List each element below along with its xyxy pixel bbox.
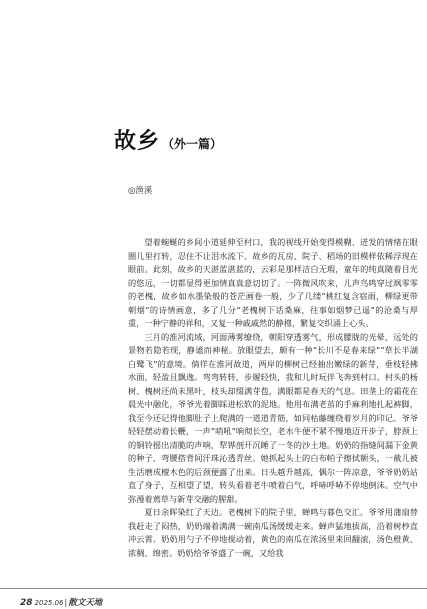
author-byline: ◎渔溪 <box>128 186 153 196</box>
magazine-name: 散文天地 <box>68 598 103 608</box>
paragraph: 三月的淮河流域，河面薄雾缭绕，朝阳穿透雾气，形成朦胧的光晕，远处的景物若隐若现，静谧而神秘。放眼望去，颇有一种“长川不是春来绿”“草长半湖白鹭飞”的意境。倘徉在淮河故道，两岸的柳树已经抽出嫩绿的新芽，垂枝轻拂水面，轻盈且飘逸。弯弯转转，步履轻快，我和儿时玩伴飞奔到村口。村头的杨树、槐树还尚未黑叶，枝头却缀满芽苞，满眼都是春天的气息。田垄上的霜花在晨光中融化，爷爷光着脚踩进松软的泥地。他用布满老茧的手麻利地扎起裤脚，我至今还记得他脚肚子上爬满的一道道青筋，如同枯藤缠绕着岁月的印记。爷爷轻轻摆动着长鞭，一声“哨吼”响彻长空，老水牛便不紧不慢地迈开步子，脖颈上的铜铃摇出清脆的声响，犁铧剖开沉睡了一冬的沙土地。奶奶的指缝间漏下金黄的种子，弯腰搭背间汗珠沁透青丝。她抓起头上的白布帕子擦拭额头，一截儿被生活磨成檀木色的后颈便露了出来。日头越升越高，偶尔一阵凉意，爷爷奶奶站直了身子，互相望了望，转头看着老牛喷着白气，呼哧呼哧不停地倒沫。空气中弥漫着蔫草与新芽交融的腥甜。 <box>128 331 418 504</box>
footer-rule <box>0 588 427 589</box>
article-subtitle: （外一篇） <box>162 137 223 151</box>
footer-separator: | <box>64 598 68 607</box>
paragraph: 望着蜿蜒的乡间小道延伸至村口，我的视线开始变得模糊、迸发的情绪在眼圈儿里打转，忍住不让泪水流下。故乡的瓦房、院子、稻场的旧模样依稀浮现在眼前。此刻，故乡的天湛蓝湛蓝的，云彩是那样洁白无瑕，童年的纯真随着目光的悠远，一切都显得更加情真真意切切了。一阵微风吹来，儿声鸟鸣穿过飒零零的老槐，故乡如水墨染般的苍茫画卷一般，少了几缕“桃红复含宿雨，柳绿更带朝烟”的诗情画意，多了几分“老槐树下话桑麻，往事如烟梦已遥”的沧桑与厚重，一种宁静的祥和，又复一种戚戚然的静穆，繁复交织涌上心头。 <box>128 237 418 328</box>
issue-number: 2025.06 <box>34 599 64 607</box>
article-body <box>128 236 418 560</box>
paragraph: 夏日余晖染红了天边。老槐树下的院子里，蝉鸣与暮色交汇。爷爷用蒲扇替我赶走了闷热，奶奶端着满满一碗南瓜汤缓缓走来。蝉声猛地拔高，沿着树杪直冲云霄。奶奶用勺子不停地搅动着，黄色的南瓜在浓汤里来回翻滚，汤色橙黄、浓稠、绵密。奶奶给爷爷盛了一碗，又给我 <box>128 507 418 558</box>
article-title-block <box>114 124 222 155</box>
article-title: 故乡 <box>114 129 161 154</box>
page-footer <box>0 588 427 608</box>
page-number: 28 <box>20 598 33 608</box>
footer-text <box>20 590 102 609</box>
